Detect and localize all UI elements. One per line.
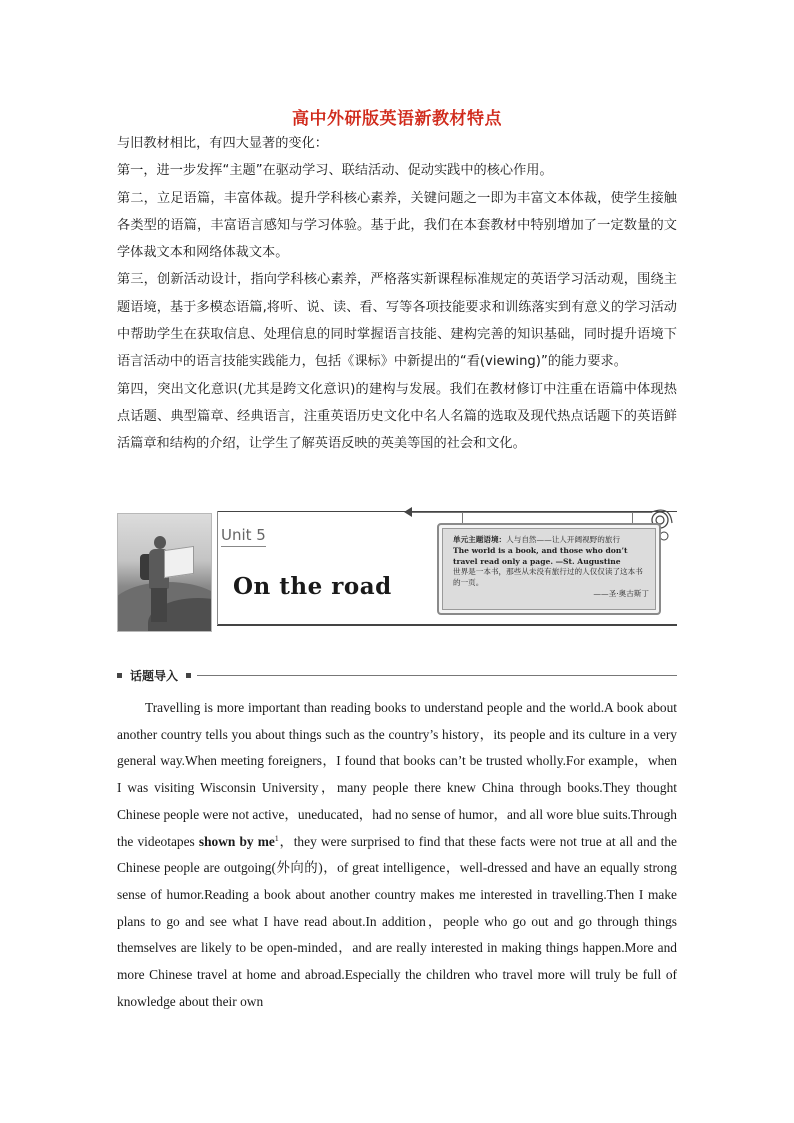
unit-title: On the road <box>233 573 392 600</box>
intro-point-4: 第四，突出文化意识(尤其是跨文化意识)的建构与发展。我们在教材修订中注重在语篇中体现热点话题、典型篇章、经典语言，注重英语历史文化中名人名篇的选取及现代热点话题下的英语鲜活篇章和结构的介绍，让学生了解英语反映的英美等国的社会和文化。 <box>117 381 677 452</box>
section-label: 话题导入 <box>130 669 179 683</box>
article-paragraph <box>117 695 677 1015</box>
footnote-marker: 1 <box>274 833 279 843</box>
section-header <box>117 667 677 685</box>
quote-author-chinese: ——圣·奥古斯丁 <box>593 588 649 598</box>
intro-point-1: 第一，进一步发挥“主题”在驱动学习、联结活动、促动实践中的核心作用。 <box>117 163 553 179</box>
article-text-1: Travelling is more important than reading books to understand people and the world.A book about another country tells you about things such as the country’s history，its people and its culture in a very general way.When meeting foreigners，I found that books can’t be trusted wholly.For example，when I was visiting Wisconsin University，many people there knew China through books.They thought Chinese people were not active，uneducated，had no sense of humor，and all wore blue suits.Through the videotapes <box>117 700 677 849</box>
intro-point-2: 第二，立足语篇，丰富体裁。提升学科核心素养，关键问题之一即为丰富文本体裁，使学生接触各类型的语篇，丰富语言感知与学习体验。基于此，我们在本套教材中特别增加了一定数量的文学体裁文本和网络体裁文本。 <box>117 190 677 261</box>
bullet-square-icon <box>186 673 191 678</box>
unit-banner <box>117 503 677 628</box>
banner-divider <box>217 511 218 625</box>
traveller-photo <box>117 513 212 632</box>
quote-sign <box>437 523 661 615</box>
intro-section <box>117 130 677 458</box>
bullet-square-icon <box>117 673 122 678</box>
quote-chinese: 世界是一本书，那些从未没有旅行过的人仅仅读了这本书的一页。 <box>453 567 643 588</box>
intro-point-3: 第三，创新活动设计，指向学科核心素养，严格落实新课程标准规定的英语学习活动观，围绕主题语境，基于多模态语篇,将听、说、读、看、写等各项技能要求和训练落实到有意义的学习活动中帮助学生在获取信息、处理信息的同时掌握语言技能、建构完善的知识基础，同时提升语境下语言活动中的语言技能实践能力，包括《课标》中新提出的“看(viewing)”的能力要求。 <box>117 272 677 370</box>
intro-line: 与旧教材相比，有四大显著的变化： <box>117 136 328 151</box>
theme-text: 人与自然——让人开阔视野的旅行 <box>506 535 621 544</box>
page-title: 高中外研版英语新教材特点 <box>292 109 502 129</box>
section-rule <box>197 675 677 676</box>
theme-heading: 单元主题语境： <box>453 535 507 544</box>
quote-author-english: —St. Augustine <box>555 556 621 566</box>
quote-english: The world is a book, and those who don’t travel read only a page. <box>453 545 628 566</box>
article-bold-phrase: shown by me <box>198 833 275 849</box>
unit-number: Unit 5 <box>221 526 266 547</box>
quote-text <box>453 535 649 600</box>
banner-bottom-rule <box>217 624 677 626</box>
article-body <box>117 695 677 1015</box>
article-text-2: ，they were surprised to find that these facts were not true at all and the Chinese people are outgoing(外向的)，of great intelligence，well-dressed and have an equally strong sense of humor.Reading a book about another country makes me interested in travelling.Then I make plans to go and see what I have read about.In addition，people who go out and go through things themselves are likely to be open-minded，and are really interested in making things happen.More and more Chinese travel at home and abroad.Especially the children who travel more will truly be full of knowledge about their own <box>117 833 677 1009</box>
